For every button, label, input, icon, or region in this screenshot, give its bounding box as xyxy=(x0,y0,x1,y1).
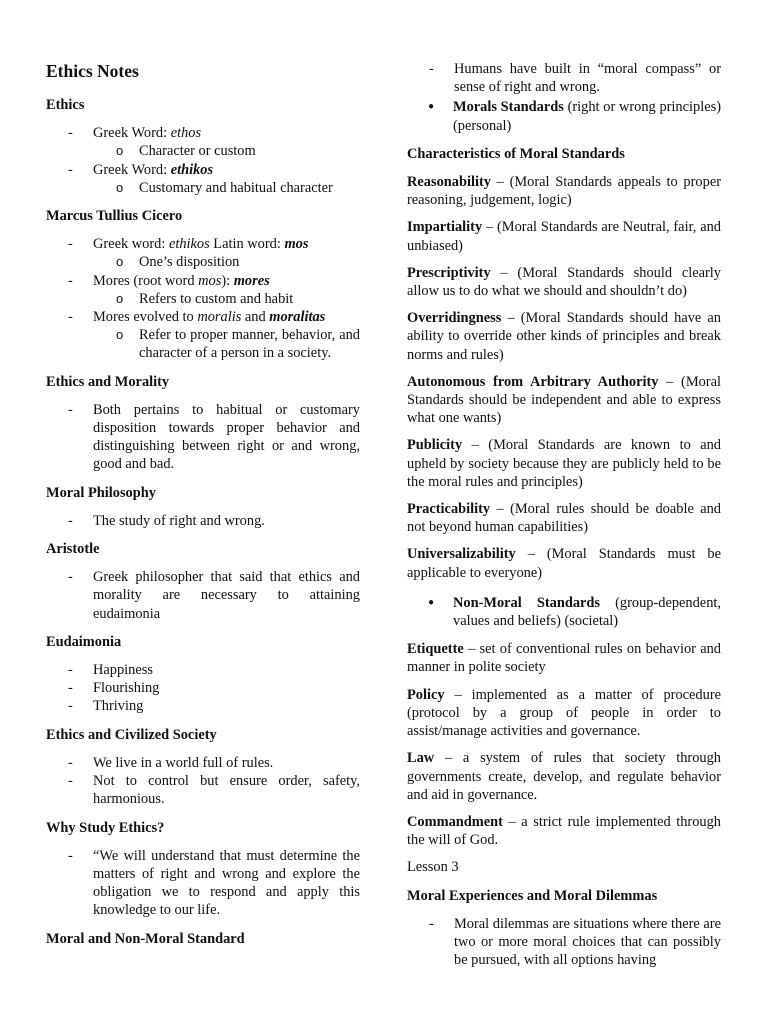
heading-moral-philosophy: Moral Philosophy xyxy=(46,484,156,501)
sub-list-item: o Character or custom xyxy=(93,142,360,160)
document-title: Ethics Notes xyxy=(46,61,139,81)
heading-aristotle: Aristotle xyxy=(46,541,100,558)
heading-moral-non-moral: Moral and Non-Moral Standard xyxy=(46,930,245,947)
list-item: - Happiness xyxy=(46,661,360,679)
list-item: - “We will understand that must determine the matters of right and wrong and explore the obligation we to respond and apply this knowledge to our life. xyxy=(46,847,360,920)
heading-ethics-morality: Ethics and Morality xyxy=(46,373,170,390)
characteristic-paragraph: Autonomous from Arbitrary Authority – (Moral Standards should be independent and able to express what one wants) xyxy=(407,373,721,427)
list-item: - Not to control but ensure order, safety, harmonious. xyxy=(46,772,360,808)
heading-characteristics: Characteristics of Moral Standards xyxy=(407,145,625,162)
why-study-list xyxy=(46,847,360,920)
characteristic-paragraph: Prescriptivity – (Moral Standards should clearly allow us to do what we should and shouldn’t do) xyxy=(407,264,721,300)
ethics-list xyxy=(46,124,360,197)
compass-list xyxy=(407,60,721,96)
heading-cicero: Marcus Tullius Cicero xyxy=(46,208,183,225)
definition-paragraph: Commandment – a strict rule implemented through the will of God. xyxy=(407,813,721,849)
sub-list-item: o Refer to proper manner, behavior, and character of a person in a society. xyxy=(93,326,360,362)
sub-list-item: o Refers to custom and habit xyxy=(93,290,360,308)
definition-paragraph: Policy – implemented as a matter of procedure (protocol by a group of people in order to assist/manage activities and governance. xyxy=(407,686,721,740)
right-column xyxy=(407,60,721,979)
characteristic-paragraph: Reasonability – (Moral Standards appeals to proper reasoning, judgement, logic) xyxy=(407,174,721,209)
list-item: - Thriving xyxy=(46,697,360,715)
lesson-label: Lesson 3 xyxy=(407,859,459,876)
moral-philosophy-list xyxy=(46,512,360,530)
non-moral-standards-bullet xyxy=(407,594,721,630)
list-item: - Greek word: ethikos Latin word: mos o One’s disposition xyxy=(46,235,360,271)
definition-paragraph: Etiquette – set of conventional rules on behavior and manner in polite society xyxy=(407,641,721,676)
heading-moral-experiences: Moral Experiences and Moral Dilemmas xyxy=(407,887,658,904)
characteristic-paragraph: Impartiality – (Moral Standards are Neutral, fair, and unbiased) xyxy=(407,219,721,254)
ethics-morality-list xyxy=(46,401,360,474)
characteristic-paragraph: Publicity – (Moral Standards are known to and upheld by society because they are publicly held to be the moral rules and principles) xyxy=(407,437,721,490)
ethics-society-list xyxy=(46,754,360,809)
characteristic-paragraph: Universalizability – (Moral Standards must be applicable to everyone) xyxy=(407,546,721,581)
list-item: - Both pertains to habitual or customary disposition towards proper behavior and distinguishing between right or and wrong, good and bad. xyxy=(46,401,360,474)
list-item: - Mores (root word mos): mores o Refers to custom and habit xyxy=(46,272,360,308)
bullet-item: ● Non-Moral Standards (group-dependent, values and beliefs) (societal) xyxy=(407,594,721,630)
bullet-item: ● Morals Standards (right or wrong principles) (personal) xyxy=(407,98,721,134)
heading-ethics-civilized-society: Ethics and Civilized Society xyxy=(46,726,217,743)
eudaimonia-list xyxy=(46,661,360,716)
characteristic-paragraph: Overridingness – (Moral Standards should have an ability to override other kinds of principles and break norms and rules) xyxy=(407,310,721,363)
list-item: - Flourishing xyxy=(46,679,360,697)
sub-list-item: o One’s disposition xyxy=(93,253,360,271)
heading-ethics: Ethics xyxy=(46,97,85,113)
list-item: - We live in a world full of rules. xyxy=(46,754,360,772)
left-column xyxy=(46,60,360,958)
list-item: - Greek philosopher that said that ethics and morality are necessary to attaining eudaimonia xyxy=(46,568,360,623)
list-item: - Greek Word: ethikos o Customary and habitual character xyxy=(46,161,360,197)
cicero-list xyxy=(46,235,360,362)
list-item: - Greek Word: ethos o Character or custom xyxy=(46,124,360,160)
aristotle-list xyxy=(46,568,360,623)
list-item: - Mores evolved to moralis and moralitas o Refer to proper manner, behavior, and character of a person in a society. xyxy=(46,308,360,363)
sub-list-item: o Customary and habitual character xyxy=(93,179,360,197)
moral-standards-bullet xyxy=(407,98,721,134)
list-item: - Moral dilemmas are situations where there are two or more moral choices that can possibly be pursued, with all options having xyxy=(407,915,721,970)
moral-dilemmas-list xyxy=(407,915,721,970)
characteristic-paragraph: Practicability – (Moral rules should be doable and not beyond human capabilities) xyxy=(407,501,721,536)
heading-eudaimonia: Eudaimonia xyxy=(46,633,122,650)
list-item: - The study of right and wrong. xyxy=(46,512,360,530)
heading-why-study-ethics: Why Study Ethics? xyxy=(46,819,165,836)
list-item: - Humans have built in “moral compass” or sense of right and wrong. xyxy=(407,60,721,96)
definition-paragraph: Law – a system of rules that society through governments create, develop, and regulate behavior and aid in governance. xyxy=(407,750,721,803)
